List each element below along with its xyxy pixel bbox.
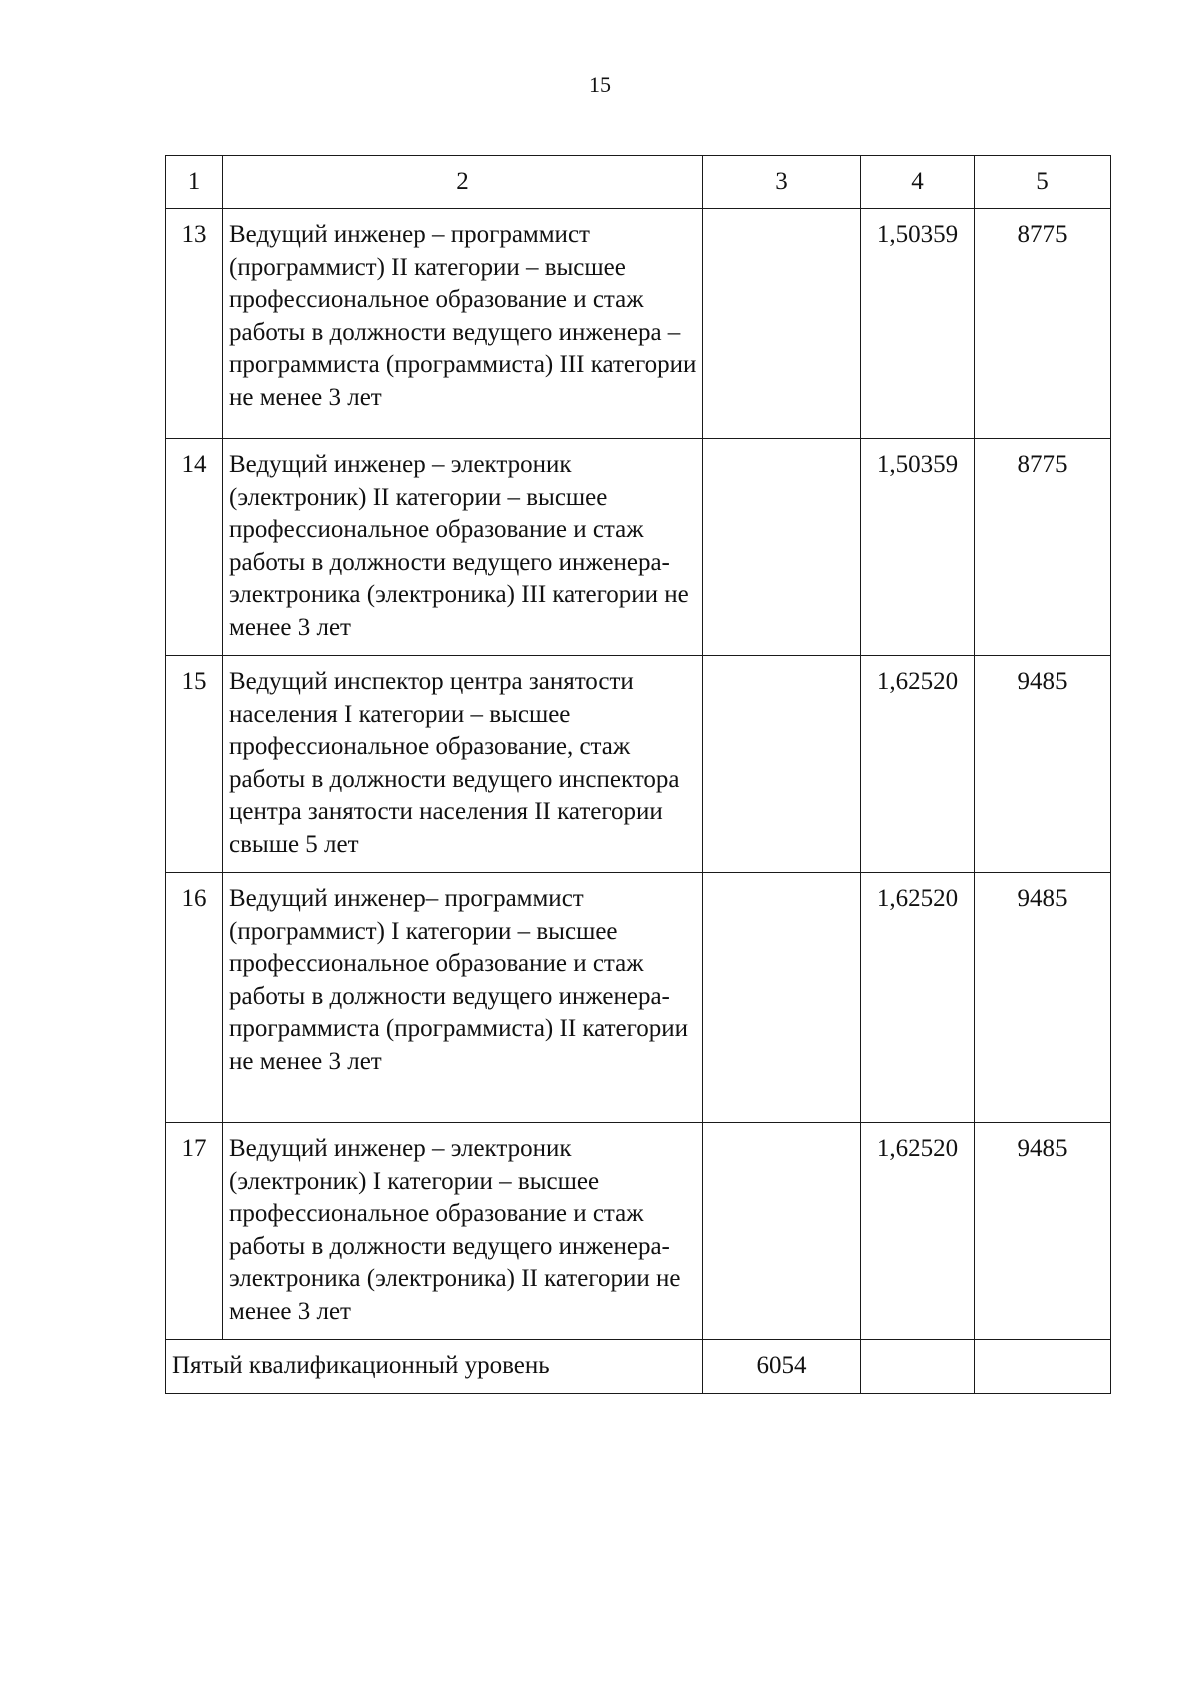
qualification-table: [165, 155, 1111, 1394]
table-row: [166, 439, 1111, 656]
column-number-4: 4: [861, 156, 975, 209]
column-3-cell: [703, 1123, 861, 1340]
salary-cell: 8775: [975, 439, 1111, 656]
table-header-row: [166, 156, 1111, 209]
column-number-5: 5: [975, 156, 1111, 209]
position-description: Ведущий инженер – электроник (электроник) I категории – высшее профессиональное образование и стаж работы в должности ведущего инженера-электроника (электроника) II категории не менее 3 лет: [223, 1123, 703, 1340]
coefficient-cell: 1,62520: [861, 873, 975, 1123]
qualification-level-value: 6054: [703, 1340, 861, 1394]
row-number: 16: [166, 873, 223, 1123]
salary-cell: 8775: [975, 209, 1111, 439]
row-number: 13: [166, 209, 223, 439]
coefficient-cell: 1,62520: [861, 1123, 975, 1340]
column-3-cell: [703, 209, 861, 439]
column-number-2: 2: [223, 156, 703, 209]
column-number-3: 3: [703, 156, 861, 209]
column-4-cell: [861, 1340, 975, 1394]
column-3-cell: [703, 656, 861, 873]
salary-cell: 9485: [975, 1123, 1111, 1340]
column-5-cell: [975, 1340, 1111, 1394]
column-3-cell: [703, 439, 861, 656]
table-row: [166, 1123, 1111, 1340]
table-row: [166, 873, 1111, 1123]
column-number-1: 1: [166, 156, 223, 209]
salary-cell: 9485: [975, 656, 1111, 873]
salary-cell: 9485: [975, 873, 1111, 1123]
table-row: [166, 656, 1111, 873]
qualification-level-row: [166, 1340, 1111, 1394]
page-number: 15: [589, 72, 611, 97]
column-3-cell: [703, 873, 861, 1123]
row-number: 17: [166, 1123, 223, 1340]
table-row: [166, 209, 1111, 439]
qualification-level-label: Пятый квалификационный уровень: [166, 1340, 703, 1394]
row-number: 15: [166, 656, 223, 873]
coefficient-cell: 1,50359: [861, 439, 975, 656]
position-description: Ведущий инженер– программист (программист) I категории – высшее профессиональное образование и стаж работы в должности ведущего инженера-программиста (программиста) II категории не менее 3 лет: [223, 873, 703, 1123]
position-description: Ведущий инженер – электроник (электроник) II категории – высшее профессиональное образование и стаж работы в должности ведущего инженера-электроника (электроника) III категории не менее 3 лет: [223, 439, 703, 656]
row-number: 14: [166, 439, 223, 656]
position-description: Ведущий инженер – программист (программист) II категории – высшее профессиональное образование и стаж работы в должности ведущего инженера – программиста (программиста) III категории не менее 3 лет: [223, 209, 703, 439]
coefficient-cell: 1,50359: [861, 209, 975, 439]
coefficient-cell: 1,62520: [861, 656, 975, 873]
position-description: Ведущий инспектор центра занятости населения I категории – высшее профессиональное образование, стаж работы в должности ведущего инспектора центра занятости населения II категории свыше 5 лет: [223, 656, 703, 873]
